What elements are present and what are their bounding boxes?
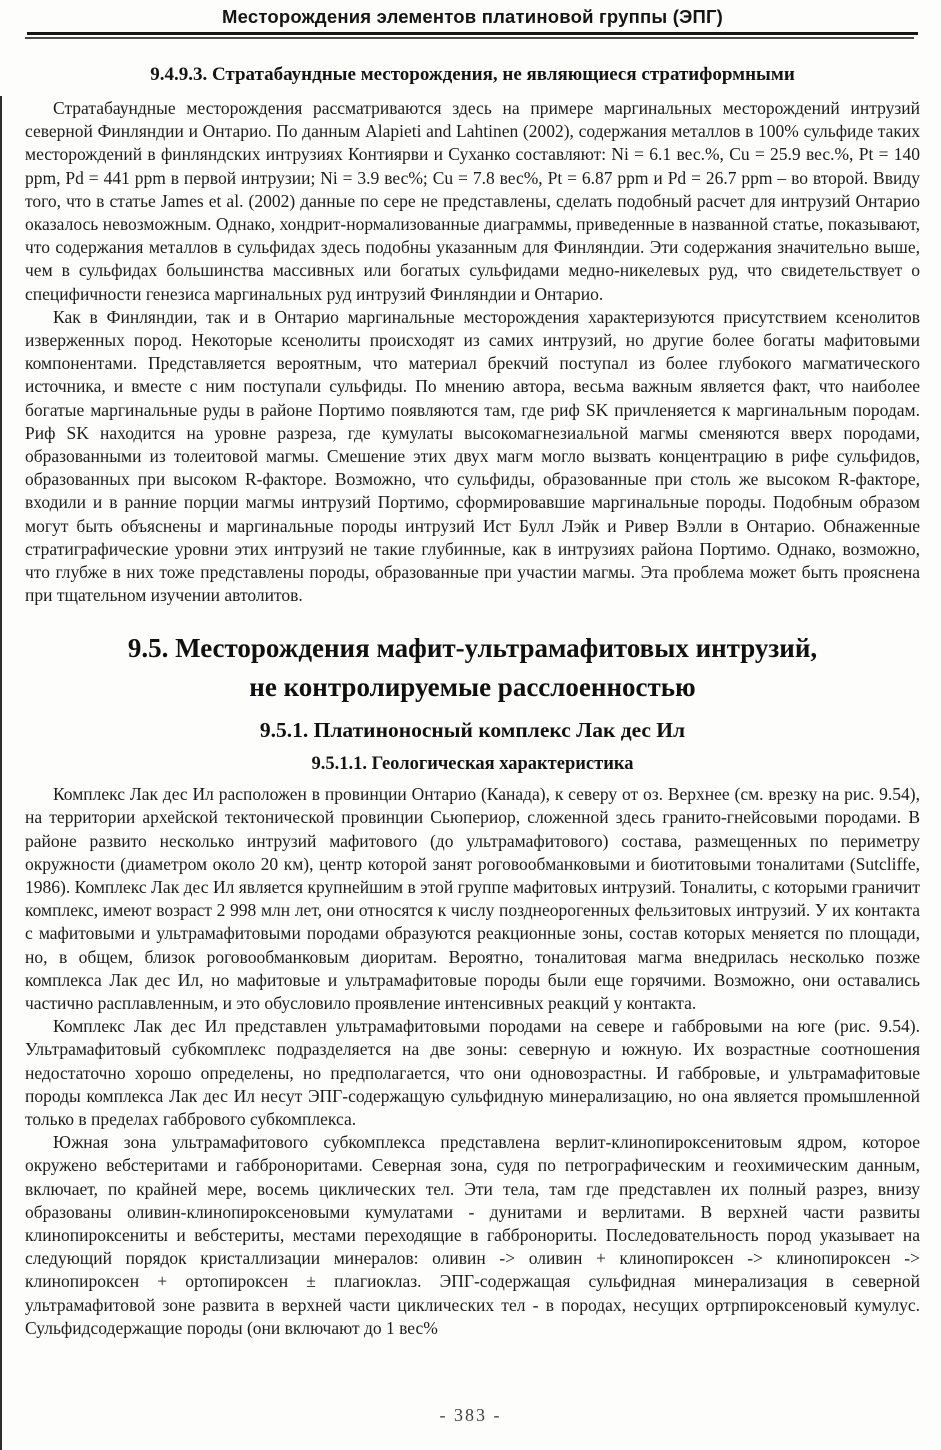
chapter-heading-line-2: не контролируемые расслоенностью: [249, 671, 696, 702]
body-paragraph: Как в Финляндии, так и в Онтарио маргинальные месторождения характеризуются присутствием ксенолитов изверженных пород. Некоторые ксенолиты происходят из самих интрузий, но другие более богаты мафитовыми компонентами. Представляется вероятным, что материал брекчий поступал из более глубокого магматического источника, и вместе с ним поступали сульфиды. По мнению автора, весьма важным является факт, что наиболее богатые маргинальные руды в районе Портимо появляются там, где риф SK причленяется к маргинальным породам. Риф SK находится на уровне разреза, где кумулаты высокомагнезиальной магмы сменяются вверх породами, образованными из толеитовой магмы. Смешение этих двух магм могло вызвать концентрацию в рифе сульфидов, образованных при высоком R-факторе. Возможно, что сульфиды, образованные при столь же высоком R-факторе, входили и в ранние порции магмы интрузий Портимо, сформировавшие маргинальные породы. Подобным образом могут быть объяснены и маргинальные породы интрузий Ист Булл Лэйк и Ривер Вэлли в Онтарио. Обнаженные стратиграфические уровни этих интрузий не такие глубинные, как в интрузиях района Портимо. Однако, возможно, что глубже в них тоже представлены породы, образованные при участии магмы. Эта проблема может быть прояснена при тщательном изучении автолитов.: [25, 306, 920, 606]
header-rule-bottom: [25, 37, 914, 39]
subsubsection-heading-9-5-1-1: 9.5.1.1. Геологическая характеристика: [311, 754, 634, 775]
chapter-heading-line-1: 9.5. Месторождения мафит-ультрамафитовых интрузий,: [127, 633, 818, 664]
body-paragraph: Южная зона ультрамафитового субкомплекса представлена верлит-клинопироксенитовым ядром, которое окружено вебстеритами и габброноритами. Северная зона, судя по петрографическим и геохимическим данным, включает, по крайней мере, восемь циклических тел. Эти тела, там где представлен их полный разрез, внизу образованы оливин-клинопироксеновыми кумулатами - дунитами и верлитами. В верхней части развиты клинопироксениты и вебстериты, местами переходящие в габбронориты. Последовательность пород указывает на следующий порядок кристаллизации минералов: оливин -> оливин + клинопироксен -> клинопироксен -> клинопироксен + ортопироксен ± плагиоклаз. ЭПГ-содержащая сульфидная минерализация в северной ультрамафитовой зоне развита в верхней части циклических тел - в породах, несущих ортрпироксеновый кумулус. Сульфидсодержащие породы (они включают до 1 вес%: [25, 1132, 920, 1338]
header-rule-top: [27, 32, 918, 35]
page-number: - 383 -: [439, 1405, 502, 1425]
body-paragraph: Стратабаундные месторождения рассматриваются здесь на примере маргинальных месторождений интрузий северной Финляндии и Онтарио. По данным Alapieti and Lahtinen (2002), содержания металлов в 100% сульфиде таких месторождений в финляндских интрузиях Контиярви и Суханко составляют: Ni = 6.1 вес.%, Cu = 25.9 вес.%, Pt = 140 ppm, Pd = 441 ppm в первой интрузии; Ni = 3.9 вес%; Cu = 7.8 вес%, Pt = 6.87 ppm и Pd = 26.7 ppm – во второй. Ввиду того, что в статье James et al. (2002) данные по сере не представлены, сделать подобный расчет для интрузий Онтарио оказалось невозможным. Однако, хондрит-нормализованные диаграммы, приведенные в названной статье, показывают, что содержания металлов в сульфидах здесь подобны указанным для Финляндии. Эти содержания значительно выше, чем в сульфидах большинства массивных или богатых сульфидами медно-никелевых руд, что свидетельствует о специфичности генезиса маргинальных руд интрузий Финляндии и Онтарио.: [25, 98, 920, 304]
running-head: Месторождения элементов платиновой группы (ЭПГ): [221, 6, 723, 27]
subsection-heading-9-5-1: 9.5.1. Платиноносный комплекс Лак дес Ил: [259, 718, 686, 743]
chapter-heading-9-5: [25, 629, 920, 706]
section-heading-9-4-9-3: 9.4.9.3. Стратабаундные месторождения, не являющиеся стратиформными: [150, 64, 795, 85]
scan-edge-artifact: [0, 96, 2, 1450]
body-paragraph: Комплекс Лак дес Ил представлен ультрамафитовыми породами на севере и габбровыми на юге (рис. 9.54). Ультрамафитовый субкомплекс подразделяется на две зоны: северную и южную. Их возрастные соотношения недостаточно хорошо определены, но предполагается, что они одновозрастны. И габбровые, и ультрамафитовые породы комплекса Лак дес Ил несут ЭПГ-содержащую сульфидную минерализацию, но она является промышленной только в пределах габбрового субкомплекса.: [25, 1016, 920, 1129]
body-paragraph: Комплекс Лак дес Ил расположен в провинции Онтарио (Канада), к северу от оз. Верхнее (см. врезку на рис. 9.54), на территории архейской тектонической провинции Сьюпериор, сложенной здесь гранито-гнейсовыми породами. В районе развито несколько интрузий мафитового (до ультрамафитового) состава, размещенных по периметру окружности (диаметром около 20 км), центр которой занят роговообманковыми и биотитовыми тоналитами (Sutcliffe, 1986). Комплекс Лак дес Ил является крупнейшим в этой группе мафитовых интрузий. Тоналиты, с которыми граничит комплекс, имеют возраст 2 998 млн лет, они относятся к числу позднеорогенных фельзитовых интрузий. У их контакта с мафитовыми и ультрамафитовыми породами образуются реакционные зоны, состав которых меняется по площади, но, в общем, близок роговообманковым диоритам. Вероятно, тоналитовая магма внедрилась несколько позже комплекса Лак дес Ил, но мафитовые и ультрамафитовые породы были еще горячими. Возможно, они оставались частично расплавленным, и это обусловило проявление интенсивных реакций у контакта.: [25, 784, 920, 1013]
